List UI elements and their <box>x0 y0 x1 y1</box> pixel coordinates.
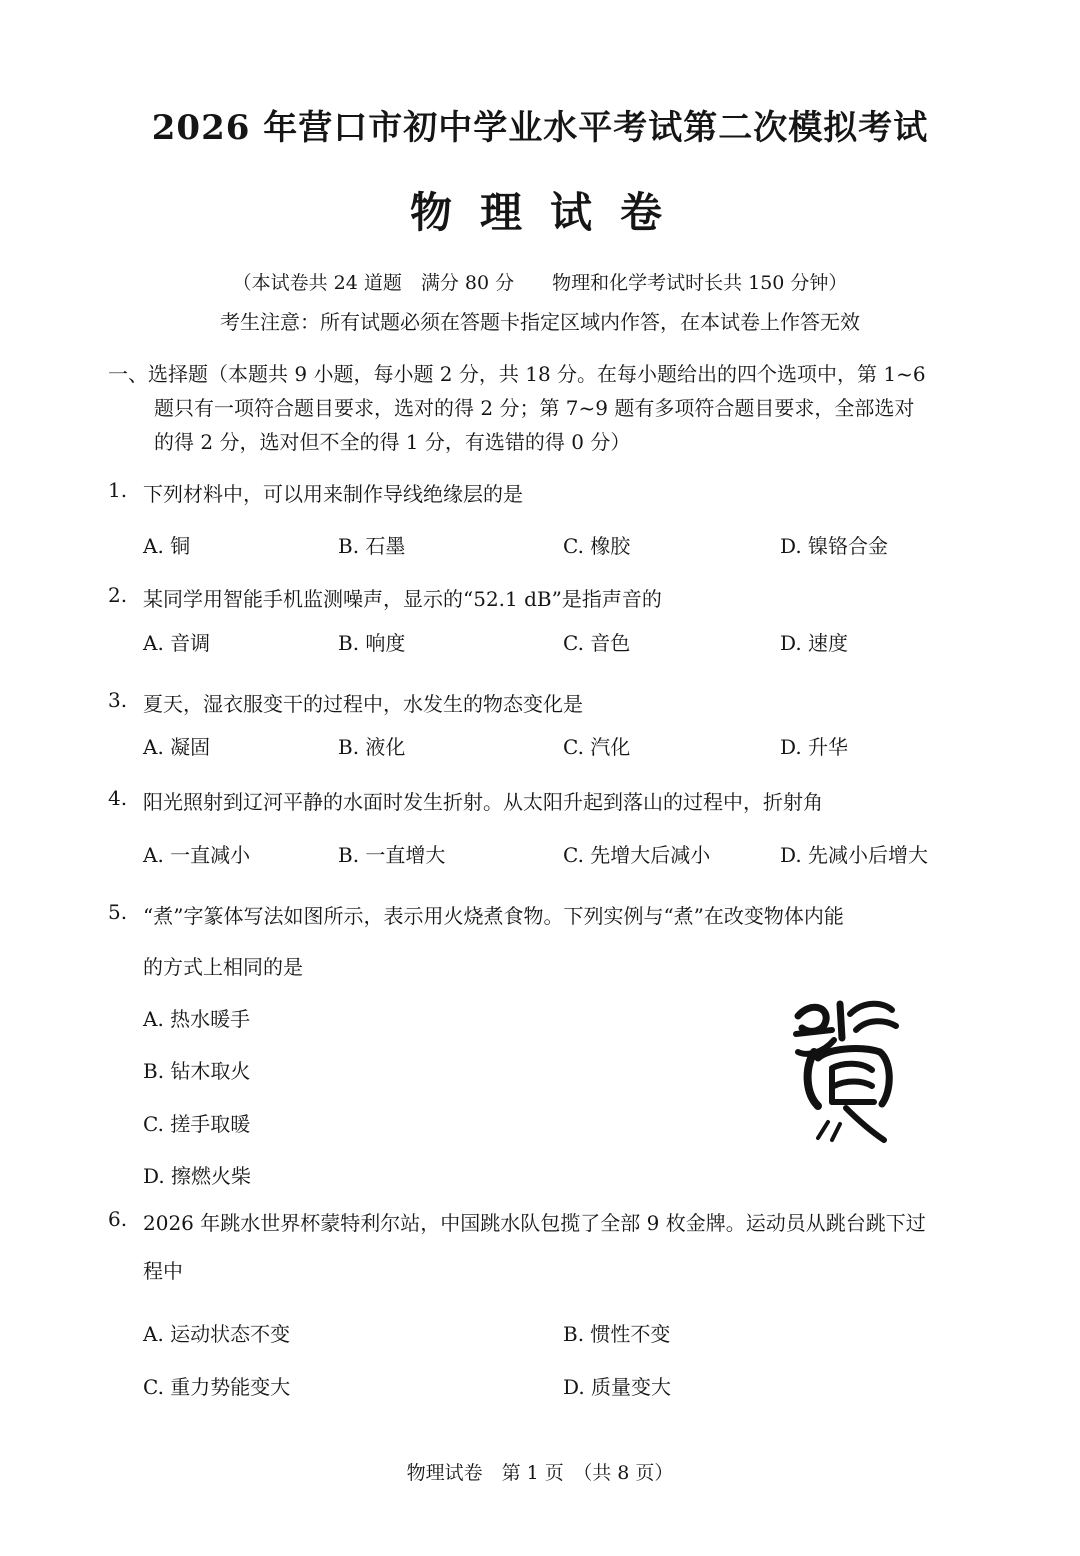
question-1-stem: 下列材料中，可以用来制作导线绝缘层的是 <box>143 482 523 506</box>
question-4-option-c: C. 先增大后减小 <box>563 843 711 867</box>
question-6-option-b: B. 惯性不变 <box>563 1322 671 1346</box>
question-2-stem: 某同学用智能手机监测噪声，显示的“52.1 dB”是指声音的 <box>143 587 662 611</box>
question-3-option-c: C. 汽化 <box>563 735 631 759</box>
question-5-option-d: D. 擦燃火柴 <box>143 1164 252 1188</box>
question-3-number: 3. <box>108 688 128 712</box>
question-4-stem: 阳光照射到辽河平静的水面时发生折射。从太阳升起到落山的过程中，折射角 <box>143 790 823 814</box>
question-5-option-b: B. 钻木取火 <box>143 1059 251 1083</box>
question-5-stem-line-2: 的方式上相同的是 <box>143 955 303 979</box>
question-4-option-d: D. 先减小后增大 <box>780 843 929 867</box>
exam-notice: 考生注意：所有试题必须在答题卡指定区域内作答，在本试卷上作答无效 <box>220 310 860 334</box>
question-2-option-b: B. 响度 <box>338 631 406 655</box>
question-1-option-a: A. 铜 <box>143 534 191 558</box>
question-5-number: 5. <box>108 900 128 924</box>
page-footer: 物理试卷 第 1 页 （共 8 页） <box>406 1462 674 1484</box>
section-line-2: 题只有一项符合题目要求，选对的得 2 分；第 7~9 题有多项符合题目要求，全部选对 <box>154 396 915 420</box>
question-4-option-a: A. 一直减小 <box>143 843 251 867</box>
question-3-option-b: B. 液化 <box>338 735 406 759</box>
seal-script-character-icon <box>788 990 908 1150</box>
exam-subject: 物理试卷 <box>409 188 690 237</box>
question-1-option-b: B. 石墨 <box>338 534 406 558</box>
question-6-stem-line-2: 程中 <box>143 1259 183 1283</box>
question-3-option-d: D. 升华 <box>780 735 849 759</box>
question-1-option-c: C. 橡胶 <box>563 534 631 558</box>
question-6-option-d: D. 质量变大 <box>563 1375 672 1399</box>
section-instructions <box>108 357 988 459</box>
exam-title: 2026 年营口市初中学业水平考试第二次模拟考试 <box>151 108 929 148</box>
section-line-3: 的得 2 分，选对但不全的得 1 分，有选错的得 0 分） <box>154 430 631 454</box>
question-2-number: 2. <box>108 583 128 607</box>
question-1-number: 1. <box>108 478 128 502</box>
question-5-option-c: C. 搓手取暖 <box>143 1112 251 1136</box>
question-4-number: 4. <box>108 786 128 810</box>
question-3-option-a: A. 凝固 <box>143 735 211 759</box>
question-6-option-c: C. 重力势能变大 <box>143 1375 291 1399</box>
question-4-option-b: B. 一直增大 <box>338 843 446 867</box>
section-line-1: 一、选择题（本题共 9 小题，每小题 2 分，共 18 分。在每小题给出的四个选项中，第 1~6 <box>108 362 926 386</box>
question-1-option-d: D. 镍铬合金 <box>780 534 889 558</box>
question-6-number: 6. <box>108 1207 128 1231</box>
question-3-stem: 夏天，湿衣服变干的过程中，水发生的物态变化是 <box>143 692 583 716</box>
exam-info: （本试卷共 24 道题 满分 80 分 物理和化学考试时长共 150 分钟） <box>232 272 848 294</box>
question-6-stem-line-1: 2026 年跳水世界杯蒙特利尔站，中国跳水队包揽了全部 9 枚金牌。运动员从跳台跳下过 <box>143 1211 926 1235</box>
question-5-option-a: A. 热水暖手 <box>143 1007 251 1031</box>
question-5-stem-line-1: “煮”字篆体写法如图所示，表示用火烧煮食物。下列实例与“煮”在改变物体内能 <box>143 904 844 928</box>
question-2-option-c: C. 音色 <box>563 631 631 655</box>
question-2-option-d: D. 速度 <box>780 631 849 655</box>
question-2-option-a: A. 音调 <box>143 631 211 655</box>
question-6-option-a: A. 运动状态不变 <box>143 1322 291 1346</box>
